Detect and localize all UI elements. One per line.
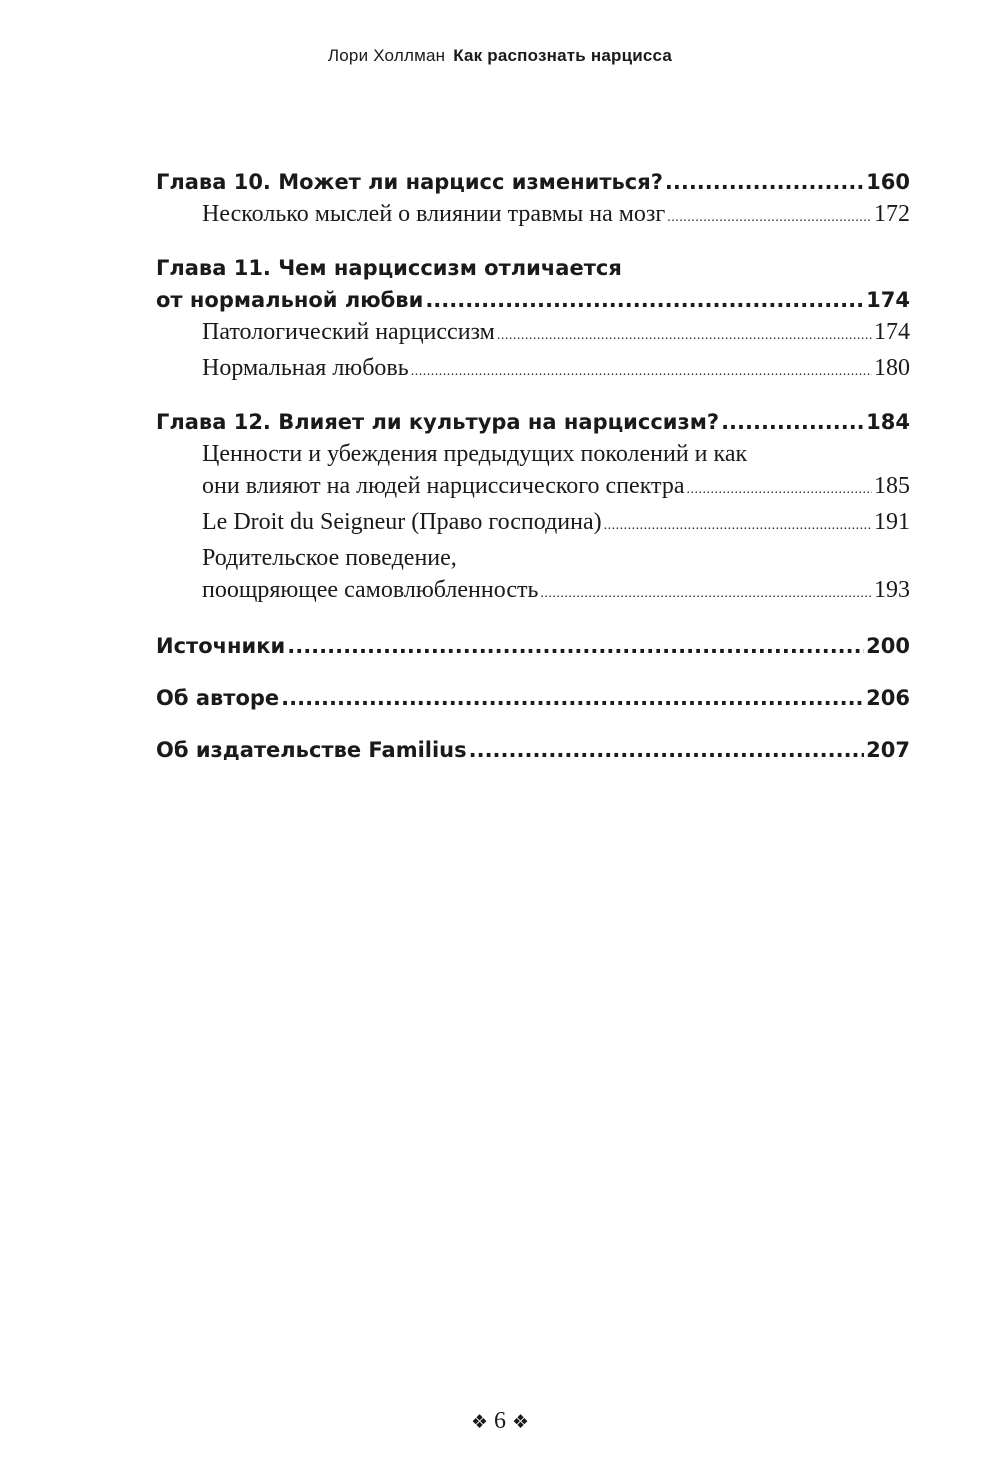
toc-entry-pathological-narcissism[interactable] [156, 316, 910, 352]
toc-title-line: Ценности и убеждения предыдущих поколений и как [202, 441, 748, 467]
dot-leader [604, 506, 872, 542]
toc-title: Об авторе [156, 686, 280, 710]
toc-entry-chapter-12[interactable] [156, 406, 910, 438]
dot-leader [469, 734, 865, 766]
toc-title: Нормальная любовь [202, 355, 409, 381]
toc-page-number: 180 [874, 355, 910, 381]
toc-entry-chapter-11[interactable] [156, 284, 910, 316]
toc-page-number: 207 [866, 738, 910, 762]
toc-page-number: 200 [866, 634, 910, 658]
dot-leader [411, 352, 872, 388]
dot-leader [281, 682, 864, 714]
toc-entry-normal-love[interactable] [156, 352, 910, 388]
toc-title: Источники [156, 634, 286, 658]
dot-leader [287, 630, 864, 662]
toc-title-line: Глава 11. Чем нарциссизм отличается [156, 256, 622, 280]
table-of-contents [156, 166, 910, 766]
dot-leader [425, 284, 864, 316]
toc-title: Глава 10. Может ли нарцисс измениться? [156, 170, 663, 194]
toc-entry-chapter-10[interactable] [156, 166, 910, 198]
toc-entry-sources[interactable] [156, 630, 910, 662]
toc-title: Об издательстве Familius [156, 738, 467, 762]
toc-title-line: Родительское поведение, [202, 545, 457, 571]
toc-entry-trauma-brain[interactable] [156, 198, 910, 234]
toc-title: Патологический нарциссизм [202, 319, 495, 345]
toc-title: от нормальной любви [156, 288, 424, 312]
toc-title: Несколько мыслей о влиянии травмы на мозг [202, 201, 666, 227]
toc-page-number: 206 [866, 686, 910, 710]
header-author: Лори Холлман [327, 46, 446, 65]
dot-leader [540, 574, 872, 610]
toc-page-number: 174 [874, 319, 910, 345]
toc-entry-parental-behavior[interactable] [156, 574, 910, 610]
toc-page-number: 184 [866, 410, 910, 434]
toc-page-number: 191 [874, 509, 910, 535]
dot-leader [665, 166, 864, 198]
running-header [0, 46, 1000, 66]
toc-title: Глава 12. Влияет ли культура на нарциссизм? [156, 410, 720, 434]
dot-leader [497, 316, 872, 352]
toc-page-number: 193 [874, 577, 910, 603]
page-number: 6 [494, 1408, 506, 1434]
page-footer [0, 1408, 1000, 1435]
ornament-icon: ❖ [470, 1411, 488, 1433]
toc-page-number: 160 [866, 170, 910, 194]
dot-leader [667, 198, 872, 234]
toc-entry-about-publisher[interactable] [156, 734, 910, 766]
toc-entry-droit-du-seigneur[interactable] [156, 506, 910, 542]
toc-entry-about-author[interactable] [156, 682, 910, 714]
toc-page-number: 185 [874, 473, 910, 499]
toc-entry-values-beliefs[interactable] [156, 470, 910, 506]
toc-page-number: 172 [874, 201, 910, 227]
ornament-icon: ❖ [512, 1411, 530, 1433]
dot-leader [686, 470, 872, 506]
dot-leader [721, 406, 864, 438]
toc-title: они влияют на людей нарциссического спектра [202, 473, 685, 499]
toc-title: поощряющее самовлюбленность [202, 577, 539, 603]
toc-title: Le Droit du Seigneur (Право господина) [202, 509, 602, 535]
header-book-title: Как распознать нарцисса [453, 46, 673, 65]
toc-page-number: 174 [866, 288, 910, 312]
